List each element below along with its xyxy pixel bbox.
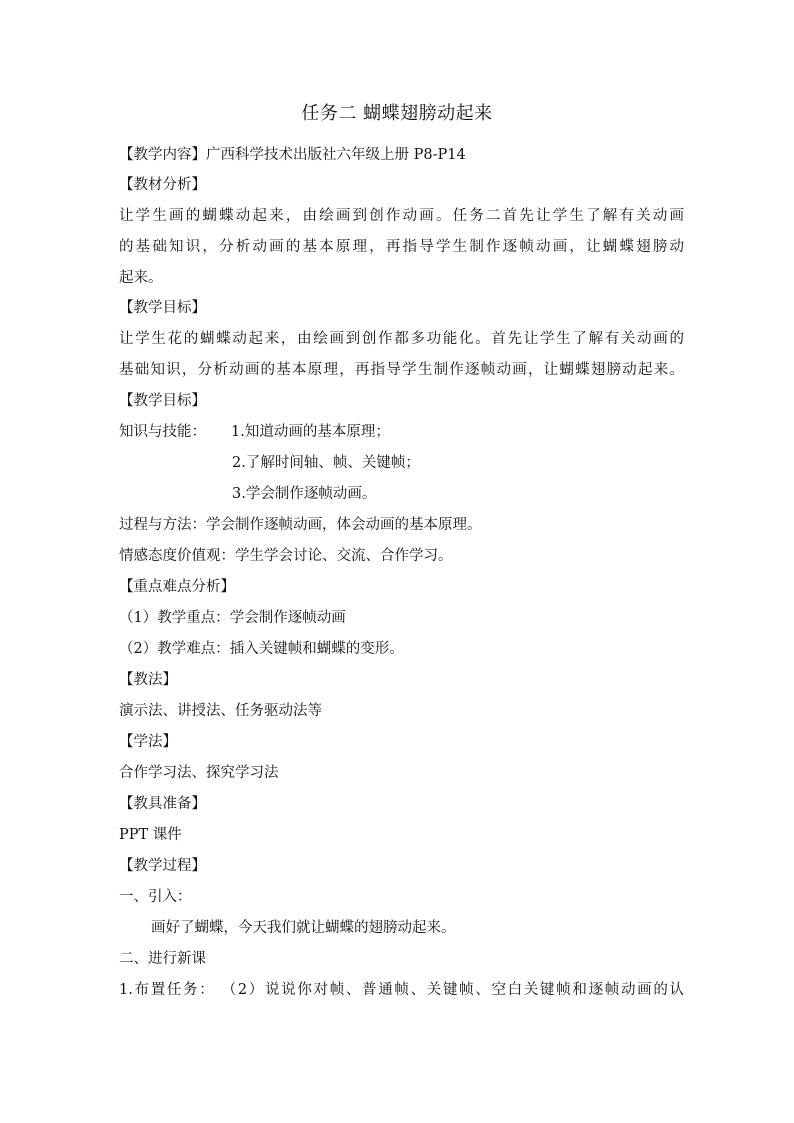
goal-heading-1: 【教学目标】 [119, 300, 206, 316]
knowledge-item-2: 2.了解时间轴、帧、关键帧； [232, 455, 420, 471]
teaching-content-text: 广西科学技术出版社六年级上册 P8-P14 [206, 147, 466, 163]
analysis-line-3: 起来。 [119, 270, 163, 286]
key-points-heading: 【重点难点分析】 [119, 579, 235, 595]
analysis-line-2: 的基础知识，分析动画的基本原理，再指导学生制作逐帧动画，让蝴蝶翅膀动 [119, 239, 684, 255]
key-point-1: （1）教学重点：学会制作逐帧动画 [119, 610, 346, 626]
learn-method-text: 合作学习法、探究学习法 [119, 765, 279, 781]
new-lesson-heading: 二、进行新课 [119, 951, 206, 967]
analysis-line-1: 让学生画的蝴蝶动起来，由绘画到创作动画。任务二首先让学生了解有关动画 [119, 208, 684, 224]
knowledge-label: 知识与技能： [119, 424, 206, 440]
key-point-2: （2）教学难点：插入关键帧和蝴蝶的变形。 [119, 641, 404, 657]
knowledge-item-1: 1.知道动画的基本原理； [231, 424, 390, 440]
intro-heading: 一、引入： [119, 889, 192, 905]
analysis-heading: 【教材分析】 [119, 177, 206, 193]
document-title: 任务二 蝴蝶翅膀动起来 [301, 103, 493, 124]
knowledge-item-3: 3.学会制作逐帧动画。 [232, 486, 377, 502]
goal-line-2: 基础知识，分析动画的基本原理，再指导学生制作逐帧动画，让蝴蝶翅膀动起来。 [119, 362, 684, 378]
learn-method-heading: 【学法】 [119, 734, 177, 750]
teach-method-text: 演示法、讲授法、任务驱动法等 [119, 703, 322, 719]
goal-heading-2: 【教学目标】 [119, 393, 206, 409]
goal-line-1: 让学生花的蝴蝶动起来，由绘画到创作都多功能化。首先让学生了解有关动画的 [119, 331, 684, 347]
task-line: 1.布置任务： （2）说说你对帧、普通帧、关键帧、空白关键帧和逐帧动画的认 [119, 982, 684, 998]
teaching-content-heading: 【教学内容】 [119, 147, 206, 163]
intro-text: 画好了蝴蝶，今天我们就让蝴蝶的翅膀动起来。 [151, 920, 456, 936]
teaching-content-line [119, 144, 684, 166]
process-heading: 【教学过程】 [119, 858, 206, 874]
tools-text: PPT 课件 [119, 827, 182, 843]
tools-heading: 【教具准备】 [119, 796, 206, 812]
knowledge-line [119, 421, 684, 443]
teach-method-heading: 【教法】 [119, 672, 177, 688]
process-method-line: 过程与方法：学会制作逐帧动画，体会动画的基本原理。 [119, 517, 482, 533]
emotion-line: 情感态度价值观：学生学会讨论、交流、合作学习。 [119, 548, 453, 564]
